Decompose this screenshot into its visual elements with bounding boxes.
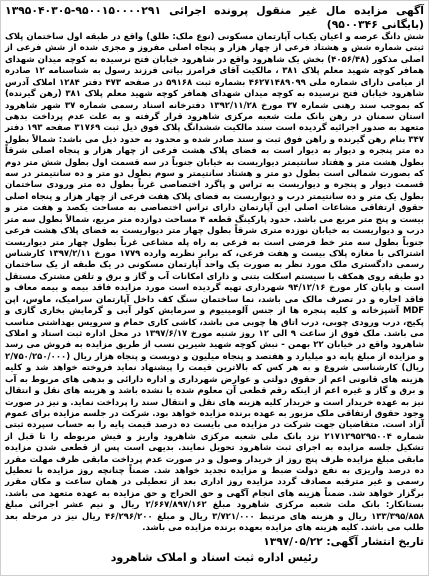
notice-title: آگهی مزایده مال غیر منقول پرونده اجرائی ۹۵۰۰۱۵۰۰۰۰۲۹۱-۱۳۹۵۰۴۰۳۰۵ (بایگانی ۹۵۰۰۳۴۶) — [5, 4, 424, 31]
signature: رئیس اداره ثبت اسناد و املاک شاهرود — [110, 550, 319, 564]
notice-body: شش دانگ عرصه و اعیان یکباب آپارتمان مسکونی (نوع ملک: طلق) واقع در طبقه اول ساختمان پلاک ثبتی شماره شش و هشتاد فرعی از چهار هزار و پنجاه اصلی مفروز و مجزی شده از شش فرعی از اصلی مذکور (۴۰۵۶/۴۸) بخش یک شاهرود واقع در شاهرود خیابان فتح نرسیده به کوچه میدان شهدای همافر کوچه شهید معلم پلاک ۳۸۱ ، مالکیت آقای فرامرز بیاتی فرزند رسول به شناسنامه ۱۲ صادره از میامی دارای شماره ملی ۴۶۲۷۱۴۸۹۰۹۹ بشماره ثبت ۵۹۱۶۸ در صفحه ۴۷۳ دفتر ۱۲۸۴ املاک آدرس شاهرود خیابان فتح نرسیده به کوچه میدان شهدای همافر کوچه شهید معلم پلاک ۳۸۱ (رهن گیرنده) که بموجب سند رهنی شماره ۳۷ مورخ ۱۳۹۲/۱۱/۲۸ دفترخانه اسناد رسمی شماره ۳۷ شهر شاهرود استان سمنان در رهن بانک ملت شعبه مرکزی شاهرود قرار گرفته و به علت عدم پرداخت بدهی متعهد به صدور اجرائیه گردیده است سند مالکیت ششدانگ پلاک فوق ذیل ثبت ۳۱۷۶۹ صفحه ۱۹۳ دفتر ۳۴۷ بنام رهن گیرنده و راهن فوق ثبت و سند صادر شده و محدود به حدود ذیل می باشد: شمالاً بطول ده متر پنجره و دیوار به دیوار است به فضای پلاک هشت فرعی از چهار هزار و پنجاه اصلی شرقاً بطول هشت متر و هفتاد سانتیمتر دیواریست به خیابان جنوباً در سه قسمت اول بطول شش متر دوم که بصورت شمالی است بطول دو متر و هشتاد سانتیمتر و سوم بطول دو متر و ده سانتیمتر در سه قسمت دیوار و پنجره و دیواریست به تراس و پاگرد اختصاصی غرباً بطول ده متر ورودی ساختمان بطول یک متر و ده سانتیمتر درب و دیواریست به فضای پلاک هفت فرعی از چهار هزار و پنجاه اصلی حقوق ارتفاقی مشاعات اصلی این آپارتمان دارای تراس اختصاصی به مساحت یکصد و هفت متر و بیست و پنج متر مربع می باشد. حدود پارکینگ قطعه ۴ مساحت دوازده متر مربع، شمالاً بطول سه متر درب و دیواریست به خیابان نوزده متری شرقاً بطول چهار متر دیواریست به فضای پلاک هشت فرعی جنوباً بطول سه متر خط فرضی است به فرعی به راه پله مشاعی غرباً بطول چهار متر دیواریست اشتراکی با مغازه پلاک بیست و هفت فرعی، که برابر نظریه وارده ۱۷۷۹ مورخ ۱۳۹۷/۲/۱۱ کارشناس رسمی دادگستری ملک مورد نظر به صورت یک واحد آپارتمان مسکونی در یک طبقه از یک ساختمان دو طبقه روی همکف با سیستم اسکلت بتنی و دارای امکانات آب و گاز و برق و تلفن مشترک مستقل است و پایان کار مورخ ۹۴/۱۲/۱۶ شهرداری تهیه گردیده است مورد مزایده فاقد بیمه و بیمه معاف و فاقد اجاره و در تصرف مالک می باشد، نما ساختمان سنگ کف داخل آپارتمان سرامیک، ماوس، اپن MDF آشپزخانه و کلیه پنجره ها از جنس آلومینیوم و سرمایش کولر آبی و گرمایش بخاری گازی و پکیج، درب ورودی چوبی، درب اتاق ها چوبی می باشد، کاشی کاری حمام و سرویس بهداشتی مناسب می باشد. ملک فوق از ساعت ۹ الی ۱۲ روز شنبه مورخ ۱۳۹۷/۶/۱۷ در محل اداره ثبت اسناد و املاک شاهرود واقع در خیابان ۲۲ بهمن - نبش کوچه شهید شیرین نسب از طریق مزایده به فروش می رسد و مزایده از مبلغ پایه دو میلیارد و هفتصد و پنجاه میلیون و دویست و پنجاه هزار ریال (۲/۷۵۰/۲۵۰/۰۰۰ ریال) کارشناسی شروع و به هر کس که بالاترین قیمت را پیشنهاد نماید فروخته خواهد شد و کلیه هزینه های قانونی اعم از حقوق دولتی و عوارض شهرداری و اداره دارائی و بدهی های مربوط به آب و برق و گاز و غیره اعم از اینکه رقم قطعی آن معلوم شده یا نشده باشد و هزینه های نقل و انتقال نیز به عهده خریدار است و خریدار کلیه هزینه های نقل و انتقال سند را پرداخت نماید. و نیز در صورت وجود حقوق ارتفاقی ملک مزبور به عهده برنده مزایده خواهد بود. شرکت در جلسه مزایده برای عموم آزاد است. متقاضیان جهت شرکت در مزایده می بایست ده درصد قیمت پایه را به حساب سپرده ثبتی شماره ۲۱۷۱۲۹۵۲۹۵۰۰۴ نزد بانک ملی شعبه مرکزی شاهرود واریز و فیش مربوطه را تا قبل از تشکیل جلسه مزایده به اجرای ثبت شاهرود تحویل نمایند. بدیهی است پس از قطعی شدن مزایده مابقی مبلغ مزایده ظرف پنج روز از خریدار وصول و در صورت عدم پرداخت مابقی ظرف مهلت مقرر ده درصد واریزی به نفع دولت ضبط و مزایده تجدید خواهد شد. ضمناً چنانچه روز مزایده با تعطیل رسمی و غیر مترقبه مصادف گردد مزایده روز اداری بعد از تعطیلی در همان ساعت و مکان مقرر برگزار خواهد شد. ضمناً هزینه های انجام آگهی و حق الحراج و حق مزایده به عهده متعهد می باشد. بستانکار: بانک ملت شعبه مرکزی شاهرود مبلغ ۲/۶۶۷/۸۹۷/۱۶۲ ریال و نیم عشر اجرائی مبلغ ۱۳۳/۳۹۵/۸۵۸ ریال و هزینه های مرتبط ۳/۷۲۱/۰۰۰ ریال و مبلغ ۴۶/۲۹۶/۲۰۰ ریال نیز در مرحله بعد طلب می باشد. کلیه هزینه های مزایده بعهده برنده مزایده می باشد. — [5, 32, 425, 534]
publish-date: تاریخ انتشار آگهی: ۱۳۹۷/۰۵/۲۲ — [263, 535, 424, 548]
